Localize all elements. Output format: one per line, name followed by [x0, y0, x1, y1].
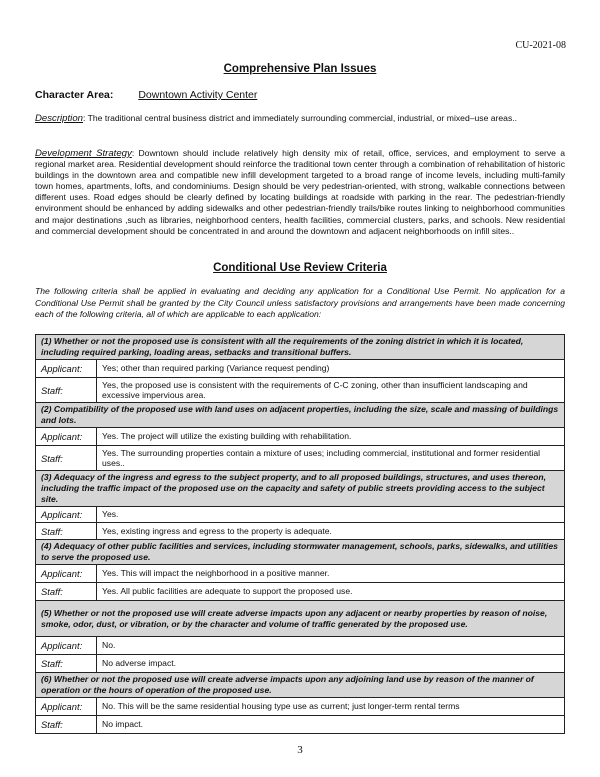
criterion-question: (4) Adequacy of other public facilities and services, including stormwater management, schools, parks, sidewalks, and utilities to serve the proposed use.	[36, 540, 565, 565]
case-number: CU-2021-08	[515, 40, 566, 51]
character-area-value: Downtown Activity Center	[138, 89, 258, 101]
development-strategy-label: Development Strategy	[35, 148, 132, 159]
criterion-staff-row: Staff: Yes. The surrounding properties contain a mixture of uses; including commercial, institutional and former residential uses..	[36, 446, 565, 471]
criterion-applicant-row: Applicant: Yes; other than required parking (Variance request pending)	[36, 360, 565, 378]
criteria-heading: Conditional Use Review Criteria	[213, 262, 387, 274]
character-area	[35, 89, 257, 101]
criterion-applicant-row: Applicant: Yes. The project will utilize the existing building with rehabilitation.	[36, 428, 565, 446]
criterion-applicant-row: Applicant: No. This will be the same residential housing type use as current; just longer-term rental terms	[36, 698, 565, 716]
criterion-staff-row: Staff: Yes, existing ingress and egress to the property is adequate.	[36, 523, 565, 540]
criteria-table	[35, 334, 565, 734]
character-area-label: Character Area:	[35, 89, 114, 101]
criterion-question: (2) Compatibility of the proposed use with land uses on adjacent properties, including the size, scale and massing of buildings and lots.	[36, 403, 565, 428]
criteria-intro: The following criteria shall be applied in evaluating and deciding any application for a Conditional Use Permit. No application for a Conditional Use Permit shall be granted by the City Council unless satisfactory provisions and arrangements have been made concerning each of the following criteria, all of which are applicable to each application:	[35, 286, 565, 320]
criterion-applicant-row: Applicant: Yes. This will impact the neighborhood in a positive manner.	[36, 565, 565, 583]
page-number: 3	[297, 744, 303, 756]
criterion-question: (3) Adequacy of the ingress and egress to the subject property, and to all proposed buildings, structures, and uses thereon, including the traffic impact of the proposed use on the capacity and safety of public streets providing access to the subject site.	[36, 471, 565, 507]
description-paragraph	[35, 113, 565, 124]
description-label: Description	[35, 113, 83, 124]
criterion-question: (6) Whether or not the proposed use will create adverse impacts upon any adjoining land use by reason of the manner of operation or the hours of operation of the proposed use.	[36, 673, 565, 698]
criterion-staff-row: Staff: No adverse impact.	[36, 655, 565, 673]
criterion-staff-row: Staff: Yes, the proposed use is consistent with the requirements of C-C zoning, other than insufficient landscaping and excessive impervious area.	[36, 378, 565, 403]
criterion-staff-row: Staff: No impact.	[36, 716, 565, 734]
description-text: : The traditional central business district and immediately surrounding commercial, industrial, or mixed–use areas..	[83, 113, 518, 123]
development-strategy-paragraph	[35, 148, 565, 237]
criterion-applicant-row: Applicant: No.	[36, 637, 565, 655]
plan-heading: Comprehensive Plan Issues	[223, 63, 377, 75]
development-strategy-text: : Downtown should include relatively high density mix of retail, office, services, and employment to serve a regional market area. Residential development should reinforce the traditional town center through a combination of rehabilitation of historic buildings in the downtown area and compatible new infill development targeted to a broad range of income levels, including multi-family town homes, apartments, lofts, and condominiums. Design should be very pedestrian-oriented, with strong, walkable connections between different uses. Road edges should be clearly defined by locating buildings at roadside with parking in the rear. The pedestrian-friendly environment should be enhanced by adding sidewalks and other pedestrian-friendly trails/bike routes linking to neighborhood communities and major destinations ,such as libraries, neighborhood centers, health facilities, commercial clusters, parks, and schools. New residential and commercial development should be concentrated in and around the downtown and adjacent neighborhoods on infill sites..	[35, 148, 565, 236]
criterion-question: (5) Whether or not the proposed use will create adverse impacts upon any adjacent or nearby properties by reason of noise, smoke, odor, dust, or vibration, or by the character and volume of traffic generated by the proposed use.	[36, 601, 565, 637]
criterion-staff-row: Staff: Yes. All public facilities are adequate to support the proposed use.	[36, 583, 565, 601]
criterion-applicant-row: Applicant: Yes.	[36, 507, 565, 523]
criterion-question: (1) Whether or not the proposed use is consistent with all the requirements of the zoning district in which it is located, including required parking, loading areas, setbacks and transitional buffers.	[36, 335, 565, 360]
